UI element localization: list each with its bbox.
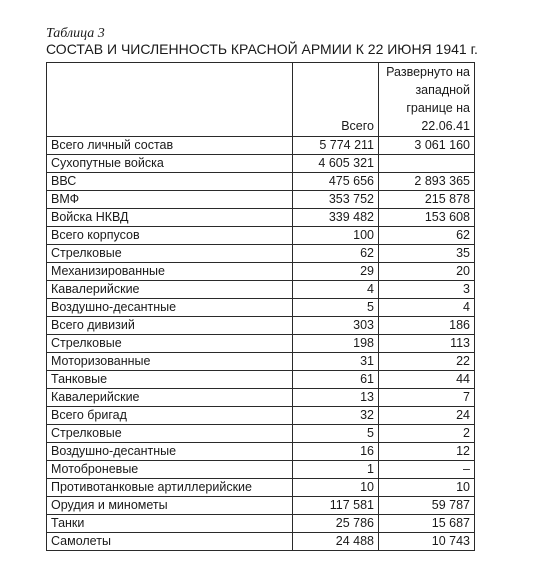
- table-row: [47, 389, 475, 407]
- table-row: [47, 281, 475, 299]
- table-row: [47, 443, 475, 461]
- row-total: 475 656: [293, 173, 379, 191]
- row-total: 100: [293, 227, 379, 245]
- row-west: 2 893 365: [379, 173, 475, 191]
- row-west: 15 687: [379, 515, 475, 533]
- table-row: [47, 371, 475, 389]
- row-total: 5 774 211: [293, 137, 379, 155]
- row-total: 5: [293, 299, 379, 317]
- row-west: 113: [379, 335, 475, 353]
- row-label: Танковые: [47, 371, 293, 389]
- row-label: ВВС: [47, 173, 293, 191]
- row-west: 3 061 160: [379, 137, 475, 155]
- row-total: 4: [293, 281, 379, 299]
- row-total: 198: [293, 335, 379, 353]
- table-caption: Таблица 3: [46, 26, 105, 41]
- table-row: [47, 227, 475, 245]
- row-total: 29: [293, 263, 379, 281]
- row-label: Стрелковые: [47, 245, 293, 263]
- row-total: 25 786: [293, 515, 379, 533]
- row-west: 4: [379, 299, 475, 317]
- row-west: 215 878: [379, 191, 475, 209]
- row-total: 4 605 321: [293, 155, 379, 173]
- row-west: 10 743: [379, 533, 475, 551]
- row-label: Механизированные: [47, 263, 293, 281]
- table-row: [47, 137, 475, 155]
- row-west: 35: [379, 245, 475, 263]
- table-row: [47, 263, 475, 281]
- row-west: 3: [379, 281, 475, 299]
- row-west: 22: [379, 353, 475, 371]
- row-total: 5: [293, 425, 379, 443]
- table-row: [47, 533, 475, 551]
- table-row: [47, 155, 475, 173]
- row-label: Всего корпусов: [47, 227, 293, 245]
- data-table: [46, 62, 475, 551]
- row-total: 339 482: [293, 209, 379, 227]
- table-row: [47, 245, 475, 263]
- row-west: 7: [379, 389, 475, 407]
- row-west: [379, 155, 475, 173]
- row-west: 59 787: [379, 497, 475, 515]
- row-label: Кавалерийские: [47, 389, 293, 407]
- header-west: Развернуто на западной границе на 22.06.41: [379, 63, 475, 137]
- row-label: Моторизованные: [47, 353, 293, 371]
- row-west: 62: [379, 227, 475, 245]
- row-label: Стрелковые: [47, 335, 293, 353]
- table-row: [47, 407, 475, 425]
- row-total: 1: [293, 461, 379, 479]
- row-label: Стрелковые: [47, 425, 293, 443]
- row-west: 20: [379, 263, 475, 281]
- row-west: 186: [379, 317, 475, 335]
- row-west: 44: [379, 371, 475, 389]
- table-row: [47, 515, 475, 533]
- row-total: 62: [293, 245, 379, 263]
- table-row: [47, 497, 475, 515]
- row-label: Самолеты: [47, 533, 293, 551]
- page-edge: [0, 566, 558, 576]
- row-west: 153 608: [379, 209, 475, 227]
- row-label: Мотоброневые: [47, 461, 293, 479]
- row-total: 61: [293, 371, 379, 389]
- table-row: [47, 299, 475, 317]
- row-label: Танки: [47, 515, 293, 533]
- row-west: 10: [379, 479, 475, 497]
- row-label: Всего дивизий: [47, 317, 293, 335]
- row-label: Всего личный состав: [47, 137, 293, 155]
- row-label: Воздушно-десантные: [47, 443, 293, 461]
- table-row: [47, 353, 475, 371]
- row-west: 2: [379, 425, 475, 443]
- row-total: 24 488: [293, 533, 379, 551]
- row-label: Сухопутные войска: [47, 155, 293, 173]
- row-total: 31: [293, 353, 379, 371]
- row-label: Войска НКВД: [47, 209, 293, 227]
- table-row: [47, 479, 475, 497]
- table-row: [47, 209, 475, 227]
- row-label: Противотанковые артиллерийские: [47, 479, 293, 497]
- table-row: [47, 425, 475, 443]
- row-west: 12: [379, 443, 475, 461]
- row-total: 32: [293, 407, 379, 425]
- table-row: [47, 317, 475, 335]
- row-label: Воздушно-десантные: [47, 299, 293, 317]
- table-row: [47, 191, 475, 209]
- row-west: 24: [379, 407, 475, 425]
- row-label: Кавалерийские: [47, 281, 293, 299]
- row-label: ВМФ: [47, 191, 293, 209]
- row-total: 10: [293, 479, 379, 497]
- table-body: [47, 137, 475, 551]
- row-label: Всего бригад: [47, 407, 293, 425]
- row-total: 13: [293, 389, 379, 407]
- row-west: –: [379, 461, 475, 479]
- header-total: Всего: [293, 63, 379, 137]
- header-label: [47, 63, 293, 137]
- row-total: 117 581: [293, 497, 379, 515]
- row-total: 303: [293, 317, 379, 335]
- table-header-row: [47, 63, 475, 137]
- row-total: 16: [293, 443, 379, 461]
- table-title: СОСТАВ И ЧИСЛЕННОСТЬ КРАСНОЙ АРМИИ К 22 ИЮНЯ 1941 г.: [46, 41, 478, 57]
- table-row: [47, 461, 475, 479]
- row-label: Орудия и минометы: [47, 497, 293, 515]
- row-total: 353 752: [293, 191, 379, 209]
- table-row: [47, 173, 475, 191]
- table-row: [47, 335, 475, 353]
